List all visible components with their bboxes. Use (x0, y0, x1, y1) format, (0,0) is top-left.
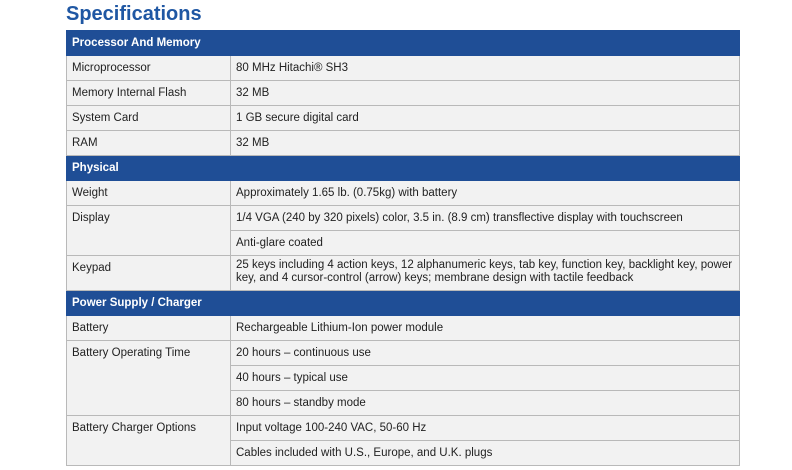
row-value: 1/4 VGA (240 by 320 pixels) color, 3.5 in. (8.9 cm) transflective display with touchscreen (231, 206, 740, 231)
row-value: 40 hours – typical use (231, 366, 740, 391)
row-label: Keypad (67, 256, 231, 291)
table-row (67, 56, 740, 81)
section-header-power (67, 291, 740, 316)
row-label: Battery Operating Time (67, 341, 231, 416)
row-label: System Card (67, 106, 231, 131)
row-value: 32 MB (231, 81, 740, 106)
section-heading: Processor And Memory (67, 31, 740, 56)
table-row (67, 416, 740, 441)
page-title: Specifications (66, 3, 202, 25)
section-header-physical (67, 156, 740, 181)
table-row (67, 81, 740, 106)
row-value: 20 hours – continuous use (231, 341, 740, 366)
row-label: Battery (67, 316, 231, 341)
row-value: 25 keys including 4 action keys, 12 alphanumeric keys, tab key, function key, backlight key, power key, and 4 cursor-control (arrow) keys; membrane design with tactile feedback (231, 256, 740, 291)
table-row (67, 206, 740, 231)
row-label: Memory Internal Flash (67, 81, 231, 106)
table-row (67, 131, 740, 156)
table-row (67, 316, 740, 341)
table-row (67, 181, 740, 206)
table-row (67, 256, 740, 291)
row-value: Anti-glare coated (231, 231, 740, 256)
section-heading: Physical (67, 156, 740, 181)
row-value: Input voltage 100-240 VAC, 50-60 Hz (231, 416, 740, 441)
row-value: 80 hours – standby mode (231, 391, 740, 416)
row-value: Approximately 1.65 lb. (0.75kg) with battery (231, 181, 740, 206)
table-row (67, 341, 740, 366)
row-label: Microprocessor (67, 56, 231, 81)
section-header-processor (67, 31, 740, 56)
row-value: 1 GB secure digital card (231, 106, 740, 131)
table-row (67, 106, 740, 131)
row-value: 32 MB (231, 131, 740, 156)
section-heading: Power Supply / Charger (67, 291, 740, 316)
row-label: Display (67, 206, 231, 256)
row-label: Battery Charger Options (67, 416, 231, 466)
row-value: 80 MHz Hitachi® SH3 (231, 56, 740, 81)
row-value: Cables included with U.S., Europe, and U.K. plugs (231, 441, 740, 466)
row-label: Weight (67, 181, 231, 206)
row-value: Rechargeable Lithium-Ion power module (231, 316, 740, 341)
specifications-table (66, 30, 740, 466)
row-label: RAM (67, 131, 231, 156)
